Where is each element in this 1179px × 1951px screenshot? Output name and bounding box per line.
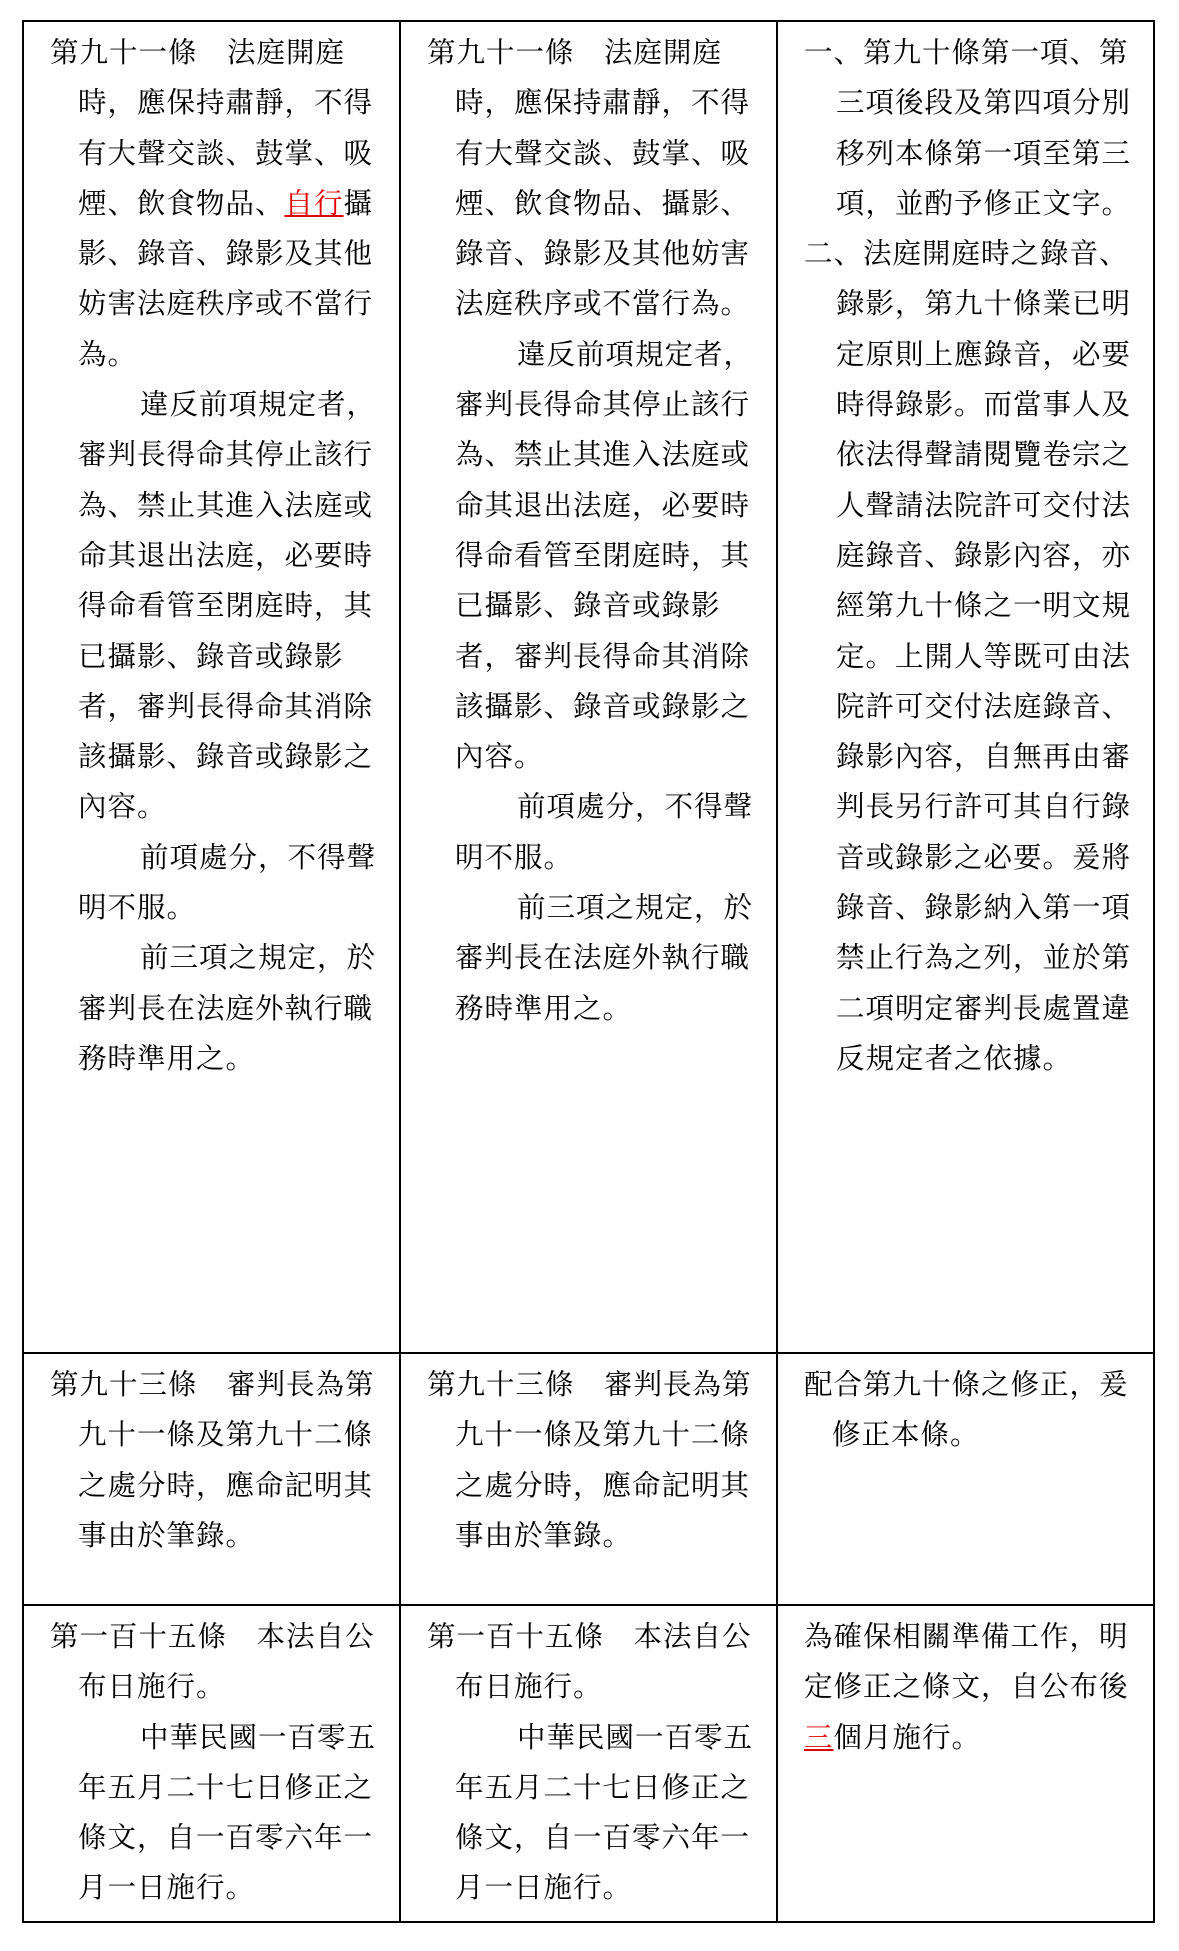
highlighted-text: 自行 bbox=[284, 186, 344, 220]
body-paragraph: 前項處分，不得聲明不服。 bbox=[78, 840, 377, 925]
explanation-item: 一、第九十條第一項、第三項後段及第四項分別移列本條第一項至第三項，並酌予修正文字。 bbox=[804, 36, 1132, 220]
table-row bbox=[23, 1353, 1154, 1605]
body-paragraph: 前三項之規定，於審判長在法庭外執行職務時準用之。 bbox=[78, 941, 377, 1075]
amended-cell bbox=[23, 21, 400, 1353]
explanation-paragraph: 配合第九十條之修正，爰修正本條。 bbox=[804, 1368, 1129, 1452]
explanation-cell bbox=[777, 1353, 1154, 1605]
paragraph-text: 為確保相關準備工作，明定修正之條文，自公布後 bbox=[804, 1620, 1129, 1704]
body-paragraph: 違反前項規定者，審判長得命其停止該行為、禁止其進入法庭或命其退出法庭，必要時得命看管至閉庭時，其已攝影、錄音或錄影者，審判長得命其消除該攝影、錄音或錄影之內容。 bbox=[78, 388, 377, 824]
explanation-cell bbox=[777, 1605, 1154, 1922]
body-paragraph: 前項處分，不得聲明不服。 bbox=[455, 790, 754, 874]
body-paragraph: 中華民國一百零五年五月二十七日修正之條文，自一百零六年一月一日施行。 bbox=[455, 1720, 754, 1905]
article-heading-paragraph: 第一百十五條 本法自公布日施行。 bbox=[50, 1620, 375, 1704]
body-paragraph: 中華民國一百零五年五月二十七日修正之條文，自一百零六年一月一日施行。 bbox=[78, 1720, 377, 1905]
highlighted-text: 三 bbox=[804, 1720, 834, 1754]
article-heading-paragraph bbox=[50, 28, 379, 380]
current-cell bbox=[400, 1353, 777, 1605]
article-heading-paragraph: 第九十三條 審判長為第九十一條及第九十二條之處分時，應命記明其事由於筆錄。 bbox=[50, 1368, 375, 1552]
comparison-table bbox=[22, 20, 1155, 1923]
body-paragraph: 違反前項規定者，審判長得命其停止該行為、禁止其進入法庭或命其退出法庭，必要時得命看管至閉庭時，其已攝影、錄音或錄影者，審判長得命其消除該攝影、錄音或錄影之內容。 bbox=[455, 337, 754, 774]
amended-cell bbox=[23, 1353, 400, 1605]
paragraph-text: 個月施行。 bbox=[833, 1720, 982, 1754]
table-row bbox=[23, 21, 1154, 1353]
article-heading-paragraph: 第一百十五條 本法自公布日施行。 bbox=[427, 1620, 752, 1704]
current-cell bbox=[400, 21, 777, 1353]
explanation-item: 二、法庭開庭時之錄音、錄影，第九十條業已明定原則上應錄音，必要時得錄影。而當事人及依法得聲請閱覽卷宗之人聲請法院許可交付法庭錄音、錄影內容，亦經第九十條之一明文規定。上開人等既可由法院許可交付法庭錄音、錄影內容，自無再由審判長另行許可其自行錄音或錄影之必要。爰將錄音、錄影納入第一項禁止行為之列，並於第二項明定審判長處置違反規定者之依據。 bbox=[804, 237, 1132, 1075]
amended-cell bbox=[23, 1605, 400, 1922]
paragraph-text: 攝影、錄音、錄影及其他妨害法庭秩序或不當行為。 bbox=[78, 186, 374, 371]
table-row bbox=[23, 1605, 1154, 1922]
explanation-paragraph bbox=[804, 1612, 1133, 1763]
body-paragraph: 前三項之規定，於審判長在法庭外執行職務時準用之。 bbox=[455, 891, 754, 1025]
paragraph-text: 第九十一條 法庭開庭時，應保持肅靜，不得有大聲交談、鼓掌、吸煙、飲食物品、 bbox=[50, 36, 374, 220]
article-heading-paragraph: 第九十三條 審判長為第九十一條及第九十二條之處分時，應命記明其事由於筆錄。 bbox=[427, 1368, 752, 1552]
article-heading-paragraph: 第九十一條 法庭開庭時，應保持肅靜，不得有大聲交談、鼓掌、吸煙、飲食物品、攝影、錄音、錄影及其他妨害法庭秩序或不當行為。 bbox=[427, 36, 751, 321]
current-cell bbox=[400, 1605, 777, 1922]
explanation-cell bbox=[777, 21, 1154, 1353]
